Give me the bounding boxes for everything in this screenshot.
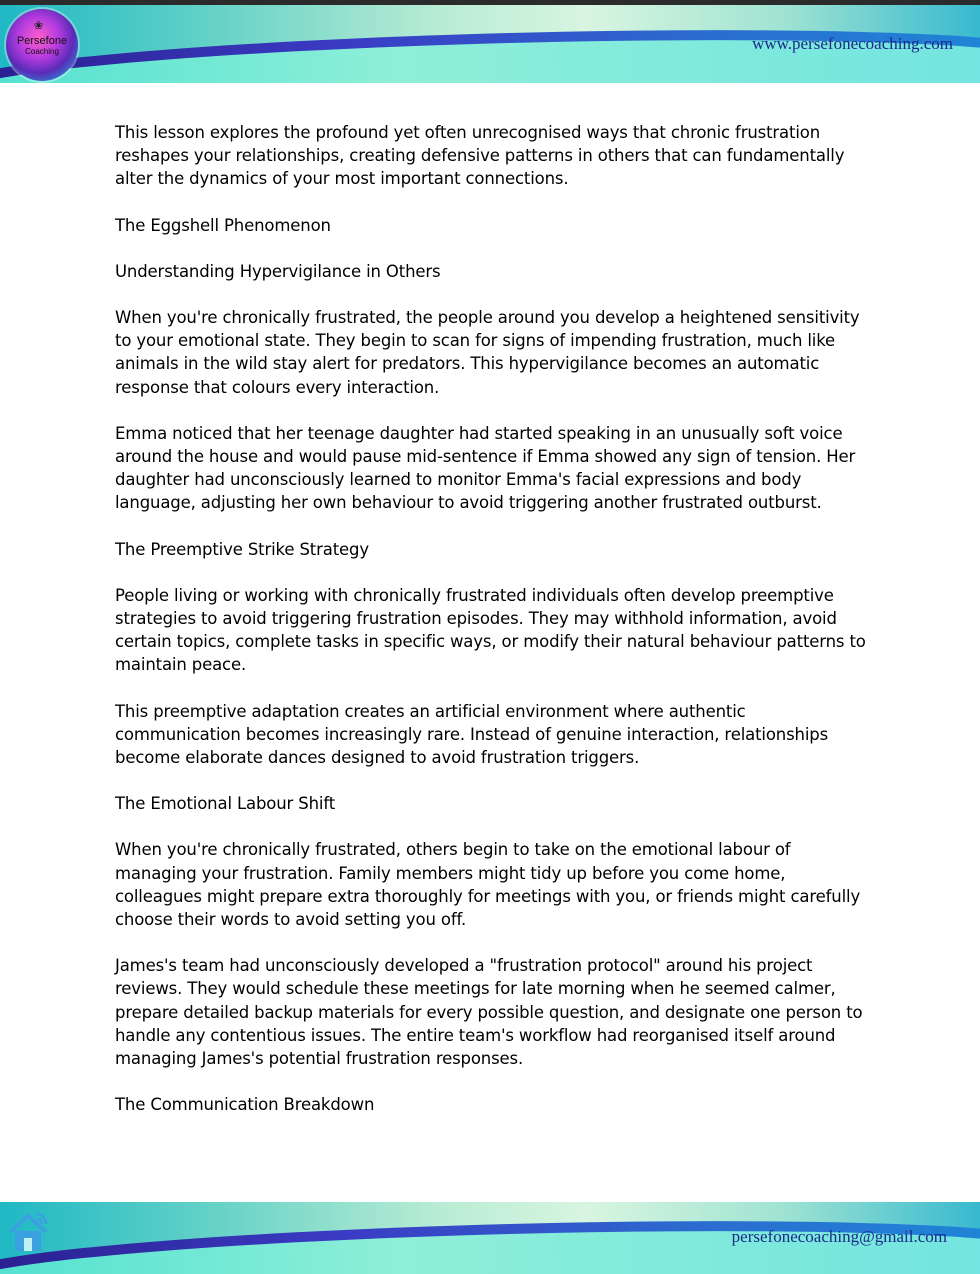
section-heading: The Eggshell Phenomenon xyxy=(115,215,331,235)
logo-subtitle: Coaching xyxy=(25,47,59,56)
logo-mark: ❀ xyxy=(34,19,44,32)
section-heading: The Communication Breakdown xyxy=(115,1095,375,1115)
home-icon[interactable] xyxy=(4,1208,52,1256)
logo-name: Persefone xyxy=(16,35,68,47)
lesson-content xyxy=(115,121,875,1140)
body-paragraph: James's team had unconsciously developed a "frustration protocol" around his project reviews. They would schedule these meetings for late morning when he seemed calmer, prepare detailed backup materials for every possible question, and designate one person to handle any contentious issues. The entire team's workflow had reorganised itself around managing James's potential frustration responses. xyxy=(115,956,863,1069)
section-heading: The Emotional Labour Shift xyxy=(115,794,336,814)
page-footer-banner xyxy=(0,1202,980,1274)
intro-paragraph: This lesson explores the profound yet often unrecognised ways that chronic frustration reshapes your relationships, creating defensive patterns in others that can fundamentally alter the dynamics of your most important connections. xyxy=(115,123,845,189)
contact-email[interactable]: persefonecoaching@gmail.com xyxy=(731,1227,947,1246)
page-header-banner xyxy=(0,5,980,83)
subsection-heading: Understanding Hypervigilance in Others xyxy=(115,261,441,281)
section-heading: The Preemptive Strike Strategy xyxy=(115,539,369,559)
body-paragraph: People living or working with chronically frustrated individuals often develop preemptive strategies to avoid triggering frustration episodes. They may withhold information, avoid certain topics, complete tasks in specific ways, or modify their natural behaviour patterns to maintain peace. xyxy=(115,585,866,675)
body-paragraph: This preemptive adaptation creates an artificial environment where authentic communication becomes increasingly rare. Instead of genuine interaction, relationships become elaborate dances designed to avoid frustration triggers. xyxy=(115,701,829,768)
body-paragraph: When you're chronically frustrated, others begin to take on the emotional labour of managing your frustration. Family members might tidy up before you come home, colleagues might prepare extra thoroughly for meetings with you, or friends might carefully choose their words to avoid setting you off. xyxy=(115,840,861,930)
persefone-logo xyxy=(6,9,78,81)
body-paragraph: Emma noticed that her teenage daughter had started speaking in an unusually soft voice around the house and would pause mid-sentence if Emma showed any sign of tension. Her daughter had unconsciously learned to monitor Emma's facial expressions and body language, adjusting her own behaviour to avoid triggering another frustrated outburst. xyxy=(115,423,856,513)
website-url: www.persefonecoaching.com xyxy=(752,34,953,53)
body-paragraph: When you're chronically frustrated, the people around you develop a heightened sensitivity to your emotional state. They begin to scan for signs of impending frustration, much like animals in the wild stay alert for predators. This hypervigilance becomes an automatic response that colours every interaction. xyxy=(115,308,860,397)
